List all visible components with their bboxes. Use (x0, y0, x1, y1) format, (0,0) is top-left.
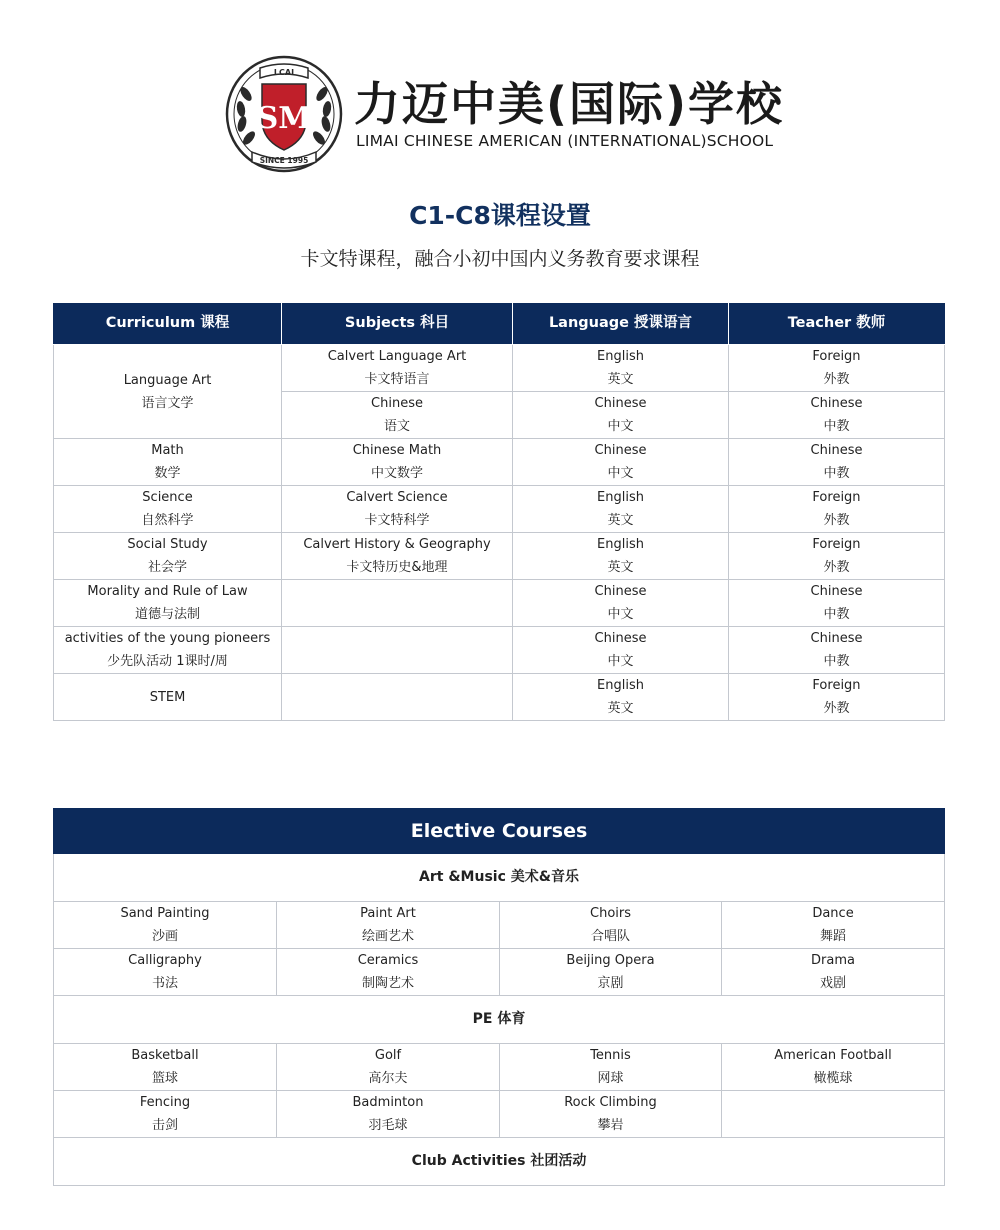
cell-text: 合唱队 (590, 929, 630, 944)
cell-text: Badminton (352, 1095, 424, 1110)
cell-text: Calvert Language Art (327, 349, 467, 364)
table-row (54, 439, 945, 486)
table-row (54, 486, 945, 533)
cell-text: 卡文特历史&地理 (346, 560, 448, 575)
cell-text: 卡文特科学 (364, 513, 430, 528)
elective-title-row (54, 809, 945, 854)
cell-text: 语文 (383, 419, 410, 434)
cell-text: Beijing Opera (566, 953, 655, 968)
cell-text: Calvert History & Geography (303, 537, 491, 552)
curriculum-table-header-row (54, 303, 945, 345)
language-cell (513, 580, 729, 627)
table-row (54, 1044, 945, 1091)
cell-text: English (597, 678, 644, 693)
table-row (54, 1091, 945, 1138)
cell-text: Foreign (812, 537, 861, 552)
crest-bottom-text: SINCE 1995 (259, 156, 309, 165)
column-header-subjects: Subjects 科目 (282, 303, 513, 345)
subject-cell (282, 486, 513, 533)
cell-text: 橄榄球 (813, 1071, 853, 1086)
elective-course-cell (722, 949, 945, 996)
curriculum-cell (54, 533, 282, 580)
cell-text: 制陶艺术 (361, 976, 414, 991)
cell-text: 中文 (607, 419, 634, 434)
teacher-cell (729, 439, 945, 486)
school-name-english: LIMAI CHINESE AMERICAN (INTERNATIONAL)SCHOOL (356, 132, 774, 150)
page-title: C1-C8课程设置 (409, 201, 591, 230)
cell-text: 攀岩 (597, 1118, 624, 1133)
crest-monogram: SM (256, 101, 312, 136)
cell-text: Chinese (810, 396, 863, 411)
cell-text: 书法 (151, 976, 178, 991)
subject-cell (282, 674, 513, 721)
cell-text: English (597, 349, 644, 364)
language-cell (513, 533, 729, 580)
curriculum-cell (54, 580, 282, 627)
cell-text: 舞蹈 (820, 929, 847, 944)
elective-course-cell (500, 949, 722, 996)
teacher-cell (729, 533, 945, 580)
cell-text: English (597, 537, 644, 552)
teacher-cell (729, 580, 945, 627)
cell-text: Calvert Science (346, 490, 448, 505)
school-crest-logo (224, 54, 344, 174)
cell-text: Chinese (810, 631, 863, 646)
table-row (54, 627, 945, 674)
elective-course-cell (277, 1091, 500, 1138)
language-cell (513, 439, 729, 486)
cell-text: Social Study (127, 537, 208, 552)
cell-text: 中文 (607, 607, 634, 622)
cell-text: Language Art (123, 372, 212, 388)
cell-text: Chinese (594, 584, 647, 599)
cell-text: Ceramics (357, 953, 419, 968)
elective-courses-title: Elective Courses (54, 809, 945, 854)
subject-cell (282, 533, 513, 580)
curriculum-cell (54, 674, 282, 721)
page-subtitle: 卡文特课程，融合小初中国内义务教育要求课程 (300, 248, 700, 270)
curriculum-cell (54, 486, 282, 533)
cell-text: Choirs (590, 906, 631, 921)
cell-text: 中教 (823, 419, 850, 434)
language-cell (513, 627, 729, 674)
cell-text: 京剧 (597, 976, 624, 991)
cell-text: 中教 (823, 466, 850, 481)
cell-text: Chinese (594, 631, 647, 646)
language-cell (513, 345, 729, 392)
cell-text: Foreign (812, 490, 861, 505)
elective-course-cell (722, 1044, 945, 1091)
cell-text: Rock Climbing (564, 1095, 657, 1110)
subject-cell (282, 580, 513, 627)
elective-course-cell (54, 949, 277, 996)
cell-text: 篮球 (151, 1071, 178, 1086)
cell-text: Chinese Math (352, 443, 442, 458)
cell-text: 网球 (597, 1071, 624, 1086)
cell-text: Tennis (590, 1048, 631, 1063)
table-row (54, 345, 945, 392)
elective-course-cell (722, 902, 945, 949)
table-row (54, 949, 945, 996)
cell-text: STEM (149, 689, 186, 705)
cell-text: 戏剧 (820, 976, 847, 991)
cell-text: English (597, 490, 644, 505)
cell-text: Math (151, 443, 184, 458)
teacher-cell (729, 627, 945, 674)
elective-courses-table (53, 808, 945, 1186)
cell-text: 高尔夫 (368, 1071, 408, 1086)
curriculum-table (53, 303, 945, 721)
cell-text: Drama (811, 953, 855, 968)
curriculum-cell (54, 439, 282, 486)
cell-text: Paint Art (360, 906, 416, 921)
table-row (54, 533, 945, 580)
curriculum-cell (54, 627, 282, 674)
section-header-row (54, 1138, 945, 1186)
cell-text: 中教 (823, 654, 850, 669)
subject-cell (282, 392, 513, 439)
cell-text: 外教 (823, 560, 850, 575)
elective-course-cell (277, 902, 500, 949)
cell-text: Chinese (371, 396, 423, 411)
elective-course-cell (722, 1091, 945, 1138)
elective-course-cell (500, 1091, 722, 1138)
cell-text: 卡文特语言 (364, 372, 430, 387)
teacher-cell (729, 345, 945, 392)
cell-text: 外教 (823, 513, 850, 528)
section-header-row (54, 854, 945, 902)
cell-text: 英文 (607, 701, 634, 716)
cell-text: Foreign (812, 678, 861, 693)
cell-text: 中文 (607, 466, 634, 481)
cell-text: 英文 (607, 560, 634, 575)
language-cell (513, 486, 729, 533)
section-header-row (54, 996, 945, 1044)
school-name-chinese: 力迈中美(国际)学校 (354, 77, 785, 131)
cell-text: 自然科学 (141, 513, 194, 528)
cell-text: Sand Painting (120, 906, 210, 921)
table-row (54, 902, 945, 949)
cell-text: 中文 (607, 654, 634, 669)
cell-text: 沙画 (151, 929, 178, 944)
elective-course-cell (500, 1044, 722, 1091)
table-row (54, 580, 945, 627)
cell-text: Fencing (139, 1095, 191, 1110)
teacher-cell (729, 674, 945, 721)
section-title: PE 体育 (54, 996, 945, 1044)
language-cell (513, 392, 729, 439)
subject-cell (282, 627, 513, 674)
cell-text: 击剑 (151, 1118, 178, 1133)
cell-text: Chinese (810, 443, 863, 458)
teacher-cell (729, 392, 945, 439)
crest-top-text: LCAI (273, 68, 295, 77)
cell-text: 数学 (154, 466, 181, 481)
cell-text: Chinese (810, 584, 863, 599)
cell-text: 英文 (607, 513, 634, 528)
cell-text: Chinese (594, 443, 647, 458)
cell-text: 中文数学 (370, 466, 423, 481)
elective-course-cell (54, 1091, 277, 1138)
cell-text: Science (142, 490, 193, 505)
cell-text: Chinese (594, 396, 647, 411)
language-cell (513, 674, 729, 721)
cell-text: 外教 (823, 372, 850, 387)
cell-text: Dance (812, 906, 854, 921)
cell-text: 羽毛球 (368, 1118, 408, 1133)
cell-text: 语言文学 (141, 395, 194, 411)
section-title: Art &Music 美术&音乐 (54, 854, 945, 902)
cell-text: Foreign (812, 349, 861, 364)
cell-text: 中教 (823, 607, 850, 622)
curriculum-cell (54, 345, 282, 439)
elective-course-cell (277, 949, 500, 996)
column-header-language: Language 授课语言 (513, 303, 729, 345)
elective-course-cell (277, 1044, 500, 1091)
page-header (0, 0, 1000, 190)
cell-text: 英文 (607, 372, 634, 387)
cell-text: 道德与法制 (134, 607, 200, 622)
cell-text: 外教 (823, 701, 850, 716)
column-header-curriculum: Curriculum 课程 (54, 303, 282, 345)
cell-text: Calligraphy (128, 953, 202, 968)
cell-text: Morality and Rule of Law (87, 584, 248, 599)
subject-cell (282, 345, 513, 392)
cell-text: 少先队活动 1课时/周 (107, 654, 228, 669)
cell-text: Golf (374, 1048, 402, 1063)
subject-cell (282, 439, 513, 486)
elective-course-cell (500, 902, 722, 949)
cell-text: American Football (774, 1048, 892, 1063)
elective-course-cell (54, 1044, 277, 1091)
column-header-teacher: Teacher 教师 (729, 303, 945, 345)
table-row (54, 674, 945, 721)
cell-text: 社会学 (147, 560, 187, 575)
cell-text: activities of the young pioneers (64, 631, 271, 646)
section-title: Club Activities 社团活动 (54, 1138, 945, 1186)
elective-course-cell (54, 902, 277, 949)
teacher-cell (729, 486, 945, 533)
cell-text: Basketball (131, 1048, 199, 1063)
cell-text: 绘画艺术 (361, 929, 414, 944)
